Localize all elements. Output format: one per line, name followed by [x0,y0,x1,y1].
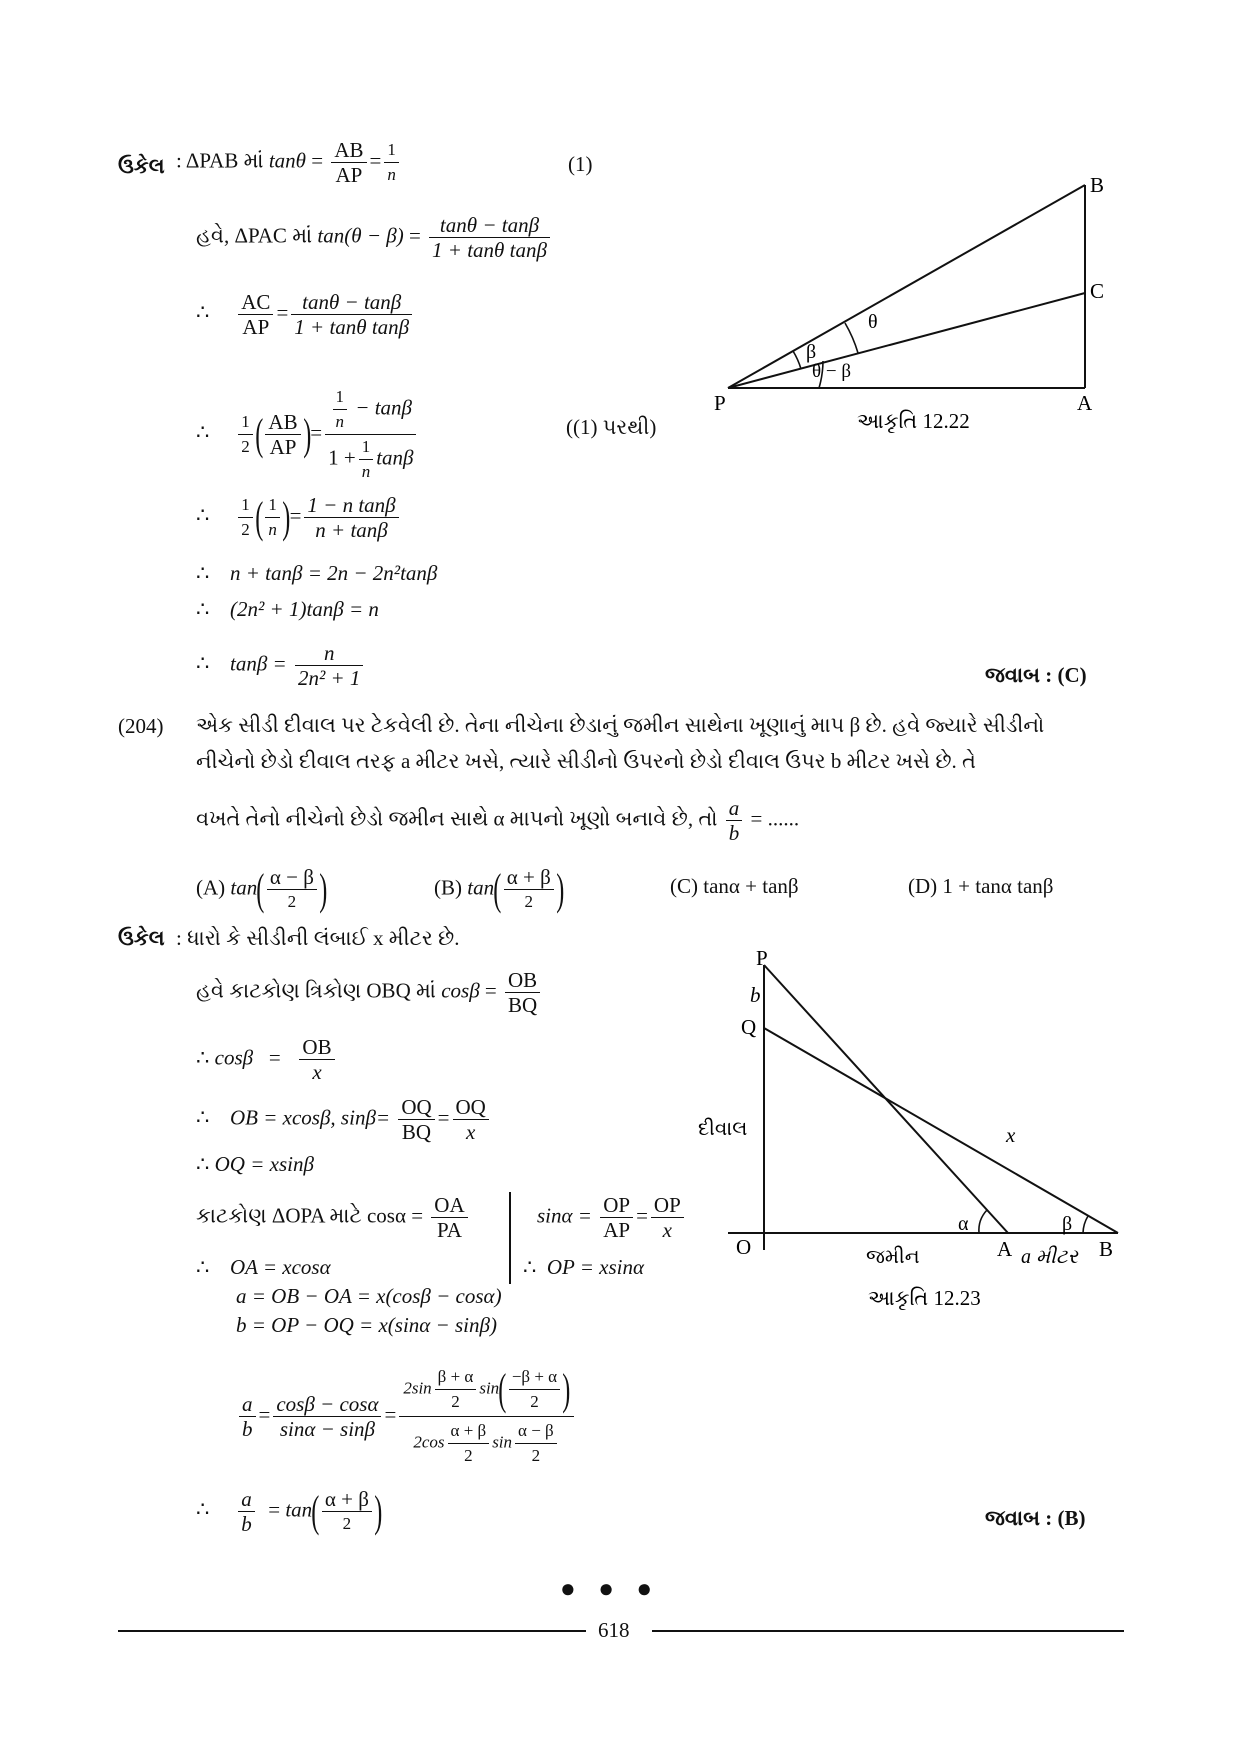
fraction-den: n [387,165,396,184]
fraction-den: 2 [241,520,250,539]
text: = [484,978,497,1003]
text: = ...... [750,806,800,831]
from-equation-1-note: ((1) પરથી) [566,415,657,439]
text: tan [285,1497,313,1522]
fraction-den: b [241,1512,252,1536]
solution2-line8: a = OB − OA = x(cosβ − cosα) [236,1284,502,1308]
fraction-den: 2 [287,892,297,911]
fraction-den: 2 [464,1446,473,1465]
label-beta: β [806,341,817,363]
fraction-num: α − β [515,1419,557,1444]
text: tanβ = [230,651,287,676]
fraction-den: BQ [401,1120,432,1144]
fraction-den: x [662,1218,672,1242]
solution1-line4: ∴ $\frac{1}{2}$ ( $\frac{AB}{AP}$ )= $\frac{1}{n}$ − tanβ 1 + $\frac{1}{n}$ tanβ [196,385,419,484]
label-b: b [750,983,761,1007]
text: OQ = xsinβ [214,1152,314,1176]
solution1-line8: ∴ tanβ = $\frac{n}{\text{2n² + 1}}$ [196,641,366,690]
figure-12-22 [700,170,1130,435]
fraction-num: 1 [238,493,253,518]
solution2-line3: ∴ cosβ = $\frac{OB}{x}$ [196,1035,338,1084]
label-theta: θ [868,311,878,333]
text: n + tanβ = 2n − 2n²tanβ [230,561,438,585]
answer-1: જવાબ : (C) [985,663,1087,687]
label-a-meter: a મીટર [1021,1246,1078,1268]
section-end-dots: ● ● ● [560,1574,661,1603]
label-wall: દીવાલ [698,1118,748,1140]
solution1-line6: ∴ n + tanβ = 2n − 2n²tanβ [196,561,438,585]
fraction-num: α + β [322,1487,372,1512]
option-b: (B) tan( $\frac{\alpha + \beta}{2}$ ) [434,864,565,914]
equation-ref-1: (1) [568,152,593,176]
fraction-num: tanθ − tanβ [291,290,412,315]
fraction-den: 2 [451,1392,460,1411]
answer-2: જવાબ : (B) [985,1506,1086,1530]
text: OP = xsinα [546,1255,645,1279]
fraction-num: AC [238,290,273,315]
label-P: P [714,391,726,415]
label-ground: જમીન [866,1246,920,1268]
fraction-den: sinα − sinβ [279,1417,375,1441]
text: 2sin [403,1378,432,1398]
fraction-den: x [466,1120,476,1144]
label-A: A [997,1237,1013,1261]
footer-rule-left [118,1630,586,1632]
text: tan [230,875,258,900]
text: હવે, ΔPAC માં [196,223,313,248]
text: 1 + [328,445,356,470]
label-O: O [736,1235,752,1259]
page-number: 618 [598,1618,630,1642]
solution1-line1 [176,138,402,187]
text: હવે કાટકોણ ત્રિકોણ OBQ માં [196,978,436,1003]
text: tan [467,875,495,900]
line-PB [728,185,1085,388]
solution2-line7b: ∴ OP = xsinα [523,1255,645,1279]
figure-caption-12-22: આકૃતિ 12.22 [857,409,970,433]
fraction-den: 2 [524,892,534,911]
solution1-line5: ∴ $\frac{1}{2}$ ( $\frac{1}{n}$ )= $\frac{\text{1 − n tanβ}}{n + \tan\beta}$ [196,493,402,542]
solution1-line3: ∴ $\frac{AC}{AP}$ = $\frac{\tan\theta - \tan\beta}{\text{1 + tanθ tanβ}}$ [196,290,415,339]
option-c: (C) tanα + tanβ [670,874,799,898]
fraction-den: 1 + tanθ tanβ [294,315,410,339]
solution2-line4: ∴ OB = xcosβ, sinβ= $\frac{OQ}{BQ}$ = $\frac{OQ}{x}$ [196,1095,492,1144]
figure-caption-12-23: આકૃતિ 12.23 [868,1286,981,1310]
fraction-num: α + β [504,865,554,890]
arc-beta [793,351,801,369]
text: = [408,223,421,248]
fraction-den: AP [603,1218,631,1242]
fraction-den: 2 [531,1446,541,1465]
text: : ΔPAB માં [176,148,264,173]
option-a: (A) tan( $\frac{\alpha - \beta}{2}$ ) [196,864,328,914]
text: sinα = [537,1203,592,1228]
fraction-den: 2 [241,437,250,456]
fraction-den: 2n² + 1 [297,666,361,690]
solution1-line7: ∴ (2n² + 1)tanβ = n [196,597,379,621]
fraction-den: AP [269,435,297,459]
question-number: (204) [118,714,164,738]
fraction-num: 1 [359,435,374,460]
solution2-line9: b = OP − OQ = x(sinα − sinβ) [236,1313,497,1337]
fraction-num: AB [331,138,366,163]
ladder-QB [764,1028,1118,1233]
fraction-num: OQ [453,1095,489,1120]
fraction-den: b [242,1417,253,1441]
fraction-num: OA [431,1193,467,1218]
fraction-den: BQ [508,993,538,1017]
solution2-line11: ∴ $\frac{a}{b}$ = tan( $\frac{\alpha + \beta}{2}$ ) [196,1486,383,1536]
fraction-num: a [239,1392,256,1417]
text: cosβ [441,978,480,1003]
fraction-den: b [728,821,740,845]
fraction-den: AP [242,315,270,339]
fraction-num: 1 [265,493,280,518]
figure-12-23 [690,950,1140,1320]
label-beta: β [1062,1213,1073,1235]
label-B: B [1099,1237,1114,1261]
fraction-den: AP [335,163,363,187]
fraction-num: cosβ − cosα [273,1392,381,1417]
arc-alpha [979,1210,987,1233]
arc-theta [845,323,858,353]
fraction-num: OQ [398,1095,434,1120]
label-C: C [1090,279,1105,303]
solution2-line7a: ∴ OA = xcosα [196,1255,331,1279]
fraction-num: 1 [238,410,253,435]
fraction-num: β + α [435,1365,477,1390]
solution2-line5: ∴ OQ = xsinβ [196,1152,314,1176]
text: કાટકોણ ΔOPA માટે cosα = [196,1203,424,1228]
text: = [311,148,324,173]
text: − tanβ [355,395,413,420]
text: tanθ [268,148,306,173]
text: tanβ [376,445,414,470]
fraction-num: a [726,796,743,821]
fraction-num: −β + α [509,1365,560,1390]
fraction-num: AB [265,410,300,435]
solution1-line2 [196,213,553,262]
fraction-num: 1 [384,138,399,163]
column-divider [509,1192,511,1284]
text: sin [479,1378,500,1398]
solution-label-1: ઉકેલ [118,154,165,178]
question-line3 [196,796,799,845]
fraction-num: 1 [333,385,348,410]
fraction-num: OP [600,1193,633,1218]
footer-rule-right [652,1630,1124,1632]
fraction-den: 2 [342,1514,352,1533]
fraction-den: x [312,1060,322,1084]
text: (2n² + 1)tanβ = n [230,597,379,621]
fraction-num: OP [651,1193,684,1218]
text: 2cos [413,1432,445,1452]
text: tan(θ − β) [317,223,404,248]
label-theta-minus-beta: θ − β [812,361,851,382]
text: sin [492,1432,513,1452]
fraction-num: n [295,641,363,666]
text: (B) [434,875,462,900]
option-d: (D) 1 + tanα tanβ [908,874,1054,898]
question-line2: નીચેનો છેડો દીવાલ તરફ a મીટર ખસે, ત્યારે સીડીનો ઉપરનો છેડો દીવાલ ઉપર b મીટર ખસે છે. તે [196,749,976,773]
question-line1: એક સીડી દીવાલ પર ટેકવેલી છે. તેના નીચેના છેડાનું જમીન સાથેના ખૂણાનું માપ β છે. હવે જ્યારે સીડીનો [196,713,1045,737]
fraction-num: α − β [267,865,317,890]
fraction-num: OB [299,1035,334,1060]
fraction-den: n + tanβ [315,518,388,542]
solution2-line10: $\frac{a}{b}$ = $\frac{\cos\beta - \cos\alpha}{\sin\alpha - \sin\beta}$ = 2sin $\frac{\beta + \alpha}{2}$ sin( $\frac{-\beta + \alpha}{2}$ ) 2cos $\frac{\alpha + \beta}{2}$ sin $\frac{\alpha - \beta}{2}$ [236,1363,577,1470]
label-A: A [1077,391,1093,415]
label-B: B [1090,173,1105,197]
fraction-num: α + β [448,1419,490,1444]
label-P: P [756,950,768,970]
arc-beta [1083,1216,1088,1233]
text: (A) [196,875,226,900]
text: cosβ [214,1045,254,1070]
fraction-num: OB [505,968,540,993]
fraction-den: PA [437,1218,462,1242]
solution2-line6b: sinα = $\frac{OP}{AP}$ = $\frac{OP}{x}$ [537,1193,687,1242]
line-PC [728,293,1085,388]
fraction-num: tanθ − tanβ [429,213,550,238]
fraction-den: 1 + tanθ tanβ [432,238,547,262]
fraction-num: a [238,1487,255,1512]
solution2-line1: : ધારો કે સીડીની લંબાઈ x મીટર છે. [176,926,460,950]
fraction-den: 2 [530,1392,539,1411]
fraction-num: 1 − n tanβ [304,493,398,518]
text: OB = xcosβ, sinβ= [230,1105,391,1130]
solution2-line2 [196,968,543,1017]
text: વખતે તેનો નીચેનો છેડો જમીન સાથે α માપનો ખૂણો બનાવે છે, તો [196,806,718,831]
label-x: x [1006,1123,1016,1147]
label-Q: Q [741,1015,757,1039]
text: = [369,148,382,173]
text: OA = xcosα [230,1255,331,1279]
solution2-line6 [196,1193,471,1242]
label-alpha: α [958,1213,969,1235]
solution-label-2: ઉકેલ [118,926,165,950]
